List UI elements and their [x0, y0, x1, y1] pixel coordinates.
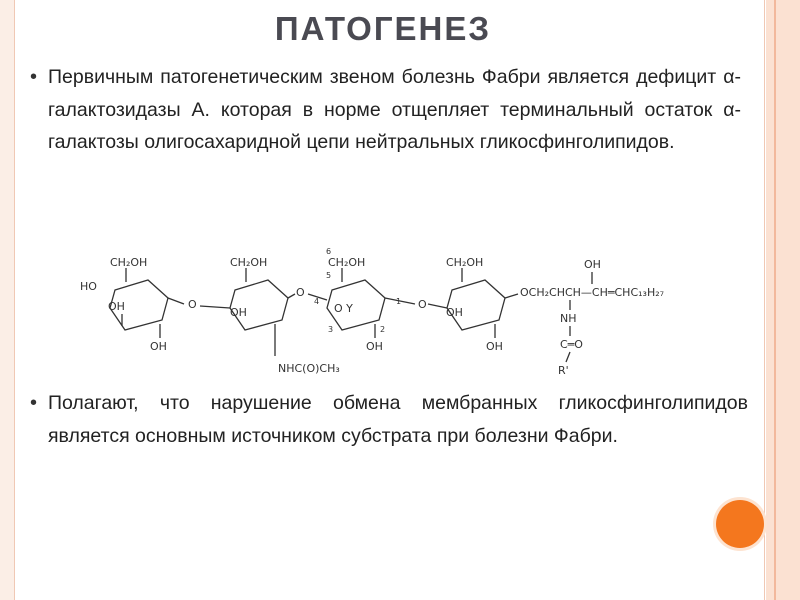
ring3-ch2oh: CH₂OH: [328, 256, 366, 269]
svg-text:6: 6: [326, 247, 332, 256]
ring3-o-link: O: [418, 298, 427, 311]
right-decor-line: [774, 0, 776, 600]
svg-text:3: 3: [328, 325, 334, 334]
ring1-ho: HO: [80, 280, 97, 293]
ring3-oh-bottom: OH: [366, 340, 383, 353]
ring4-oh-left: OH: [446, 306, 463, 319]
left-edge-shade: [0, 0, 14, 600]
svg-text:5: 5: [326, 271, 332, 280]
svg-text:4: 4: [314, 297, 320, 306]
ceramide-co: C═O: [560, 338, 583, 351]
ring-1: [80, 256, 197, 353]
ring2-oh-left: OH: [230, 306, 247, 319]
ring1-oh-left: OH: [108, 300, 125, 313]
svg-text:1: 1: [396, 297, 402, 306]
ceramide-r: R': [558, 364, 569, 377]
ring1-ch2oh: CH₂OH: [110, 256, 148, 269]
ring-3: [308, 247, 427, 353]
ring1-o-link: O: [188, 298, 197, 311]
ring2-ch2oh: CH₂OH: [230, 256, 268, 269]
paragraph-2: Полагают, что нарушение обмена мембранных гликосфинголипидов является основным источником субстрата при болезни Фабри.: [48, 392, 748, 447]
svg-text:2: 2: [380, 325, 386, 334]
bullet-1: •: [30, 66, 38, 88]
ring-4: [428, 256, 518, 353]
ring2-o-link: O: [296, 286, 305, 299]
ring2-nhac: NHC(O)CH₃: [278, 362, 340, 375]
right-decor-band: [766, 0, 800, 600]
glycosphingolipid-structure: [70, 238, 750, 388]
ring4-ch2oh: CH₂OH: [446, 256, 484, 269]
ring4-oh-bottom: OH: [486, 340, 503, 353]
paragraph-1: Первичным патогенетическим звеном болезнь Фабри является дефицит α-галактозидазы А. которая в норме отщепляет терминальный остаток α-галактозы олигосахаридной цепи нейтральных гликосфинголипидов.: [48, 66, 741, 153]
ceramide-oh: OH: [584, 258, 601, 271]
ceramide-nh: NH: [560, 312, 577, 325]
slide-title: ПАТОГЕНЕЗ: [274, 10, 492, 47]
ring1-oh-bottom: OH: [150, 340, 167, 353]
ceramide-chain: [520, 258, 664, 377]
bullet-2: •: [30, 392, 38, 414]
ring3-oy: O Y: [334, 302, 353, 315]
ring-2: [200, 256, 340, 375]
orange-circle-decoration: [716, 500, 764, 548]
ceramide-chain-text: OCH₂CHCH—CH═CHC₁₃H₂₇: [520, 286, 665, 299]
